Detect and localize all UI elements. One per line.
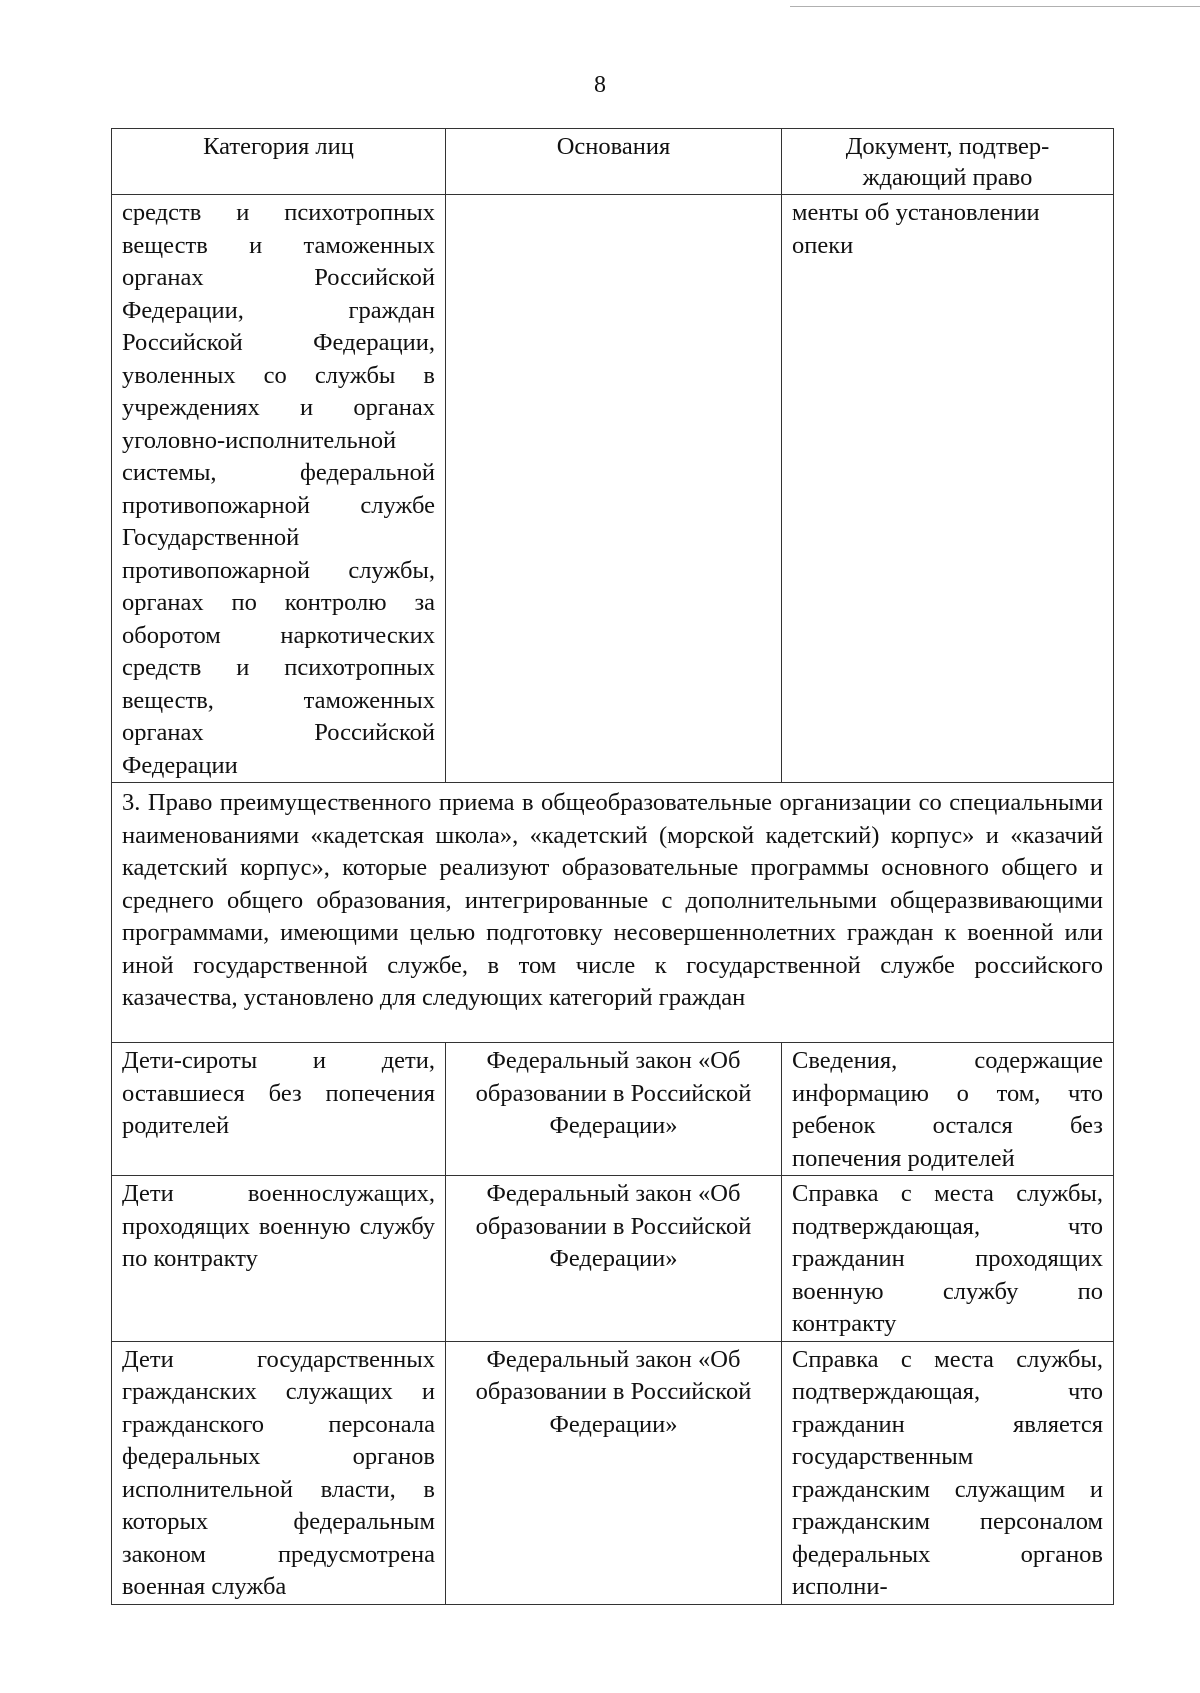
- header-category: Категория лиц: [112, 129, 446, 195]
- section-heading: 3. Право преимущественного приема в общеобразовательные организации со специальными наименованиями «кадетская школа», «кадетский (морской кадетский) корпус» и «казачий кадетский корпус», которые реализуют образовательные программы основного общего и среднего общего образования, интегрированные с дополнительными общеразвивающими программами, имеющими целью подготовку несовершеннолетних граждан к военной или иной государственной службе, в том числе к государственной службе российского казачества, установлено для следующих категорий граждан: [112, 783, 1114, 1043]
- cell-basis: Федеральный закон «Об образовании в Российской Федерации»: [446, 1043, 782, 1176]
- scan-edge-line: [790, 6, 1200, 7]
- table-row: [112, 1341, 1114, 1604]
- cell-category: средств и психотропных веществ и таможенных органах Российской Федерации, граждан Российской Федерации, уволенных со службы в учреждениях и органах уголовно-исполнительной системы, федеральной противопожарной службе Государственной противопожарной службы, органах по контролю за оборотом наркотических средств и психотропных веществ, таможенных органах Российской Федерации: [112, 195, 446, 783]
- table-row: [112, 1043, 1114, 1176]
- page-number: 8: [594, 72, 606, 98]
- table-row: [112, 1176, 1114, 1342]
- cell-basis: Федеральный закон «Об образовании в Российской Федерации»: [446, 1176, 782, 1342]
- header-basis: Основания: [446, 129, 782, 195]
- cell-document: менты об установлении опеки: [782, 195, 1114, 783]
- header-document-text: Документ, подтвер- ждающий право: [845, 133, 1050, 191]
- benefits-table: [111, 128, 1114, 1605]
- table-row-continuation: [112, 195, 1114, 783]
- cell-basis: [446, 195, 782, 783]
- section-heading-row: [112, 783, 1114, 1043]
- cell-basis: Федеральный закон «Об образовании в Российской Федерации»: [446, 1341, 782, 1604]
- header-document: [782, 129, 1114, 195]
- cell-category: Дети-сироты и дети, оставшиеся без попечения родителей: [112, 1043, 446, 1176]
- table-header-row: [112, 129, 1114, 195]
- cell-document: Справка с места службы, подтверждающая, что гражданин проходящих военную службу по контракту: [782, 1176, 1114, 1342]
- cell-category: Дети государственных гражданских служащих и гражданского персонала федеральных органов исполнительной власти, в которых федеральным законом предусмотрена военная служба: [112, 1341, 446, 1604]
- cell-category: Дети военнослужащих, проходящих военную службу по контракту: [112, 1176, 446, 1342]
- cell-document: Справка с места службы, подтверждающая, что гражданин является государственным гражданским служащим и гражданским персоналом федеральных органов исполни-: [782, 1341, 1114, 1604]
- cell-document: Сведения, содержащие информацию о том, что ребенок остался без попечения родителей: [782, 1043, 1114, 1176]
